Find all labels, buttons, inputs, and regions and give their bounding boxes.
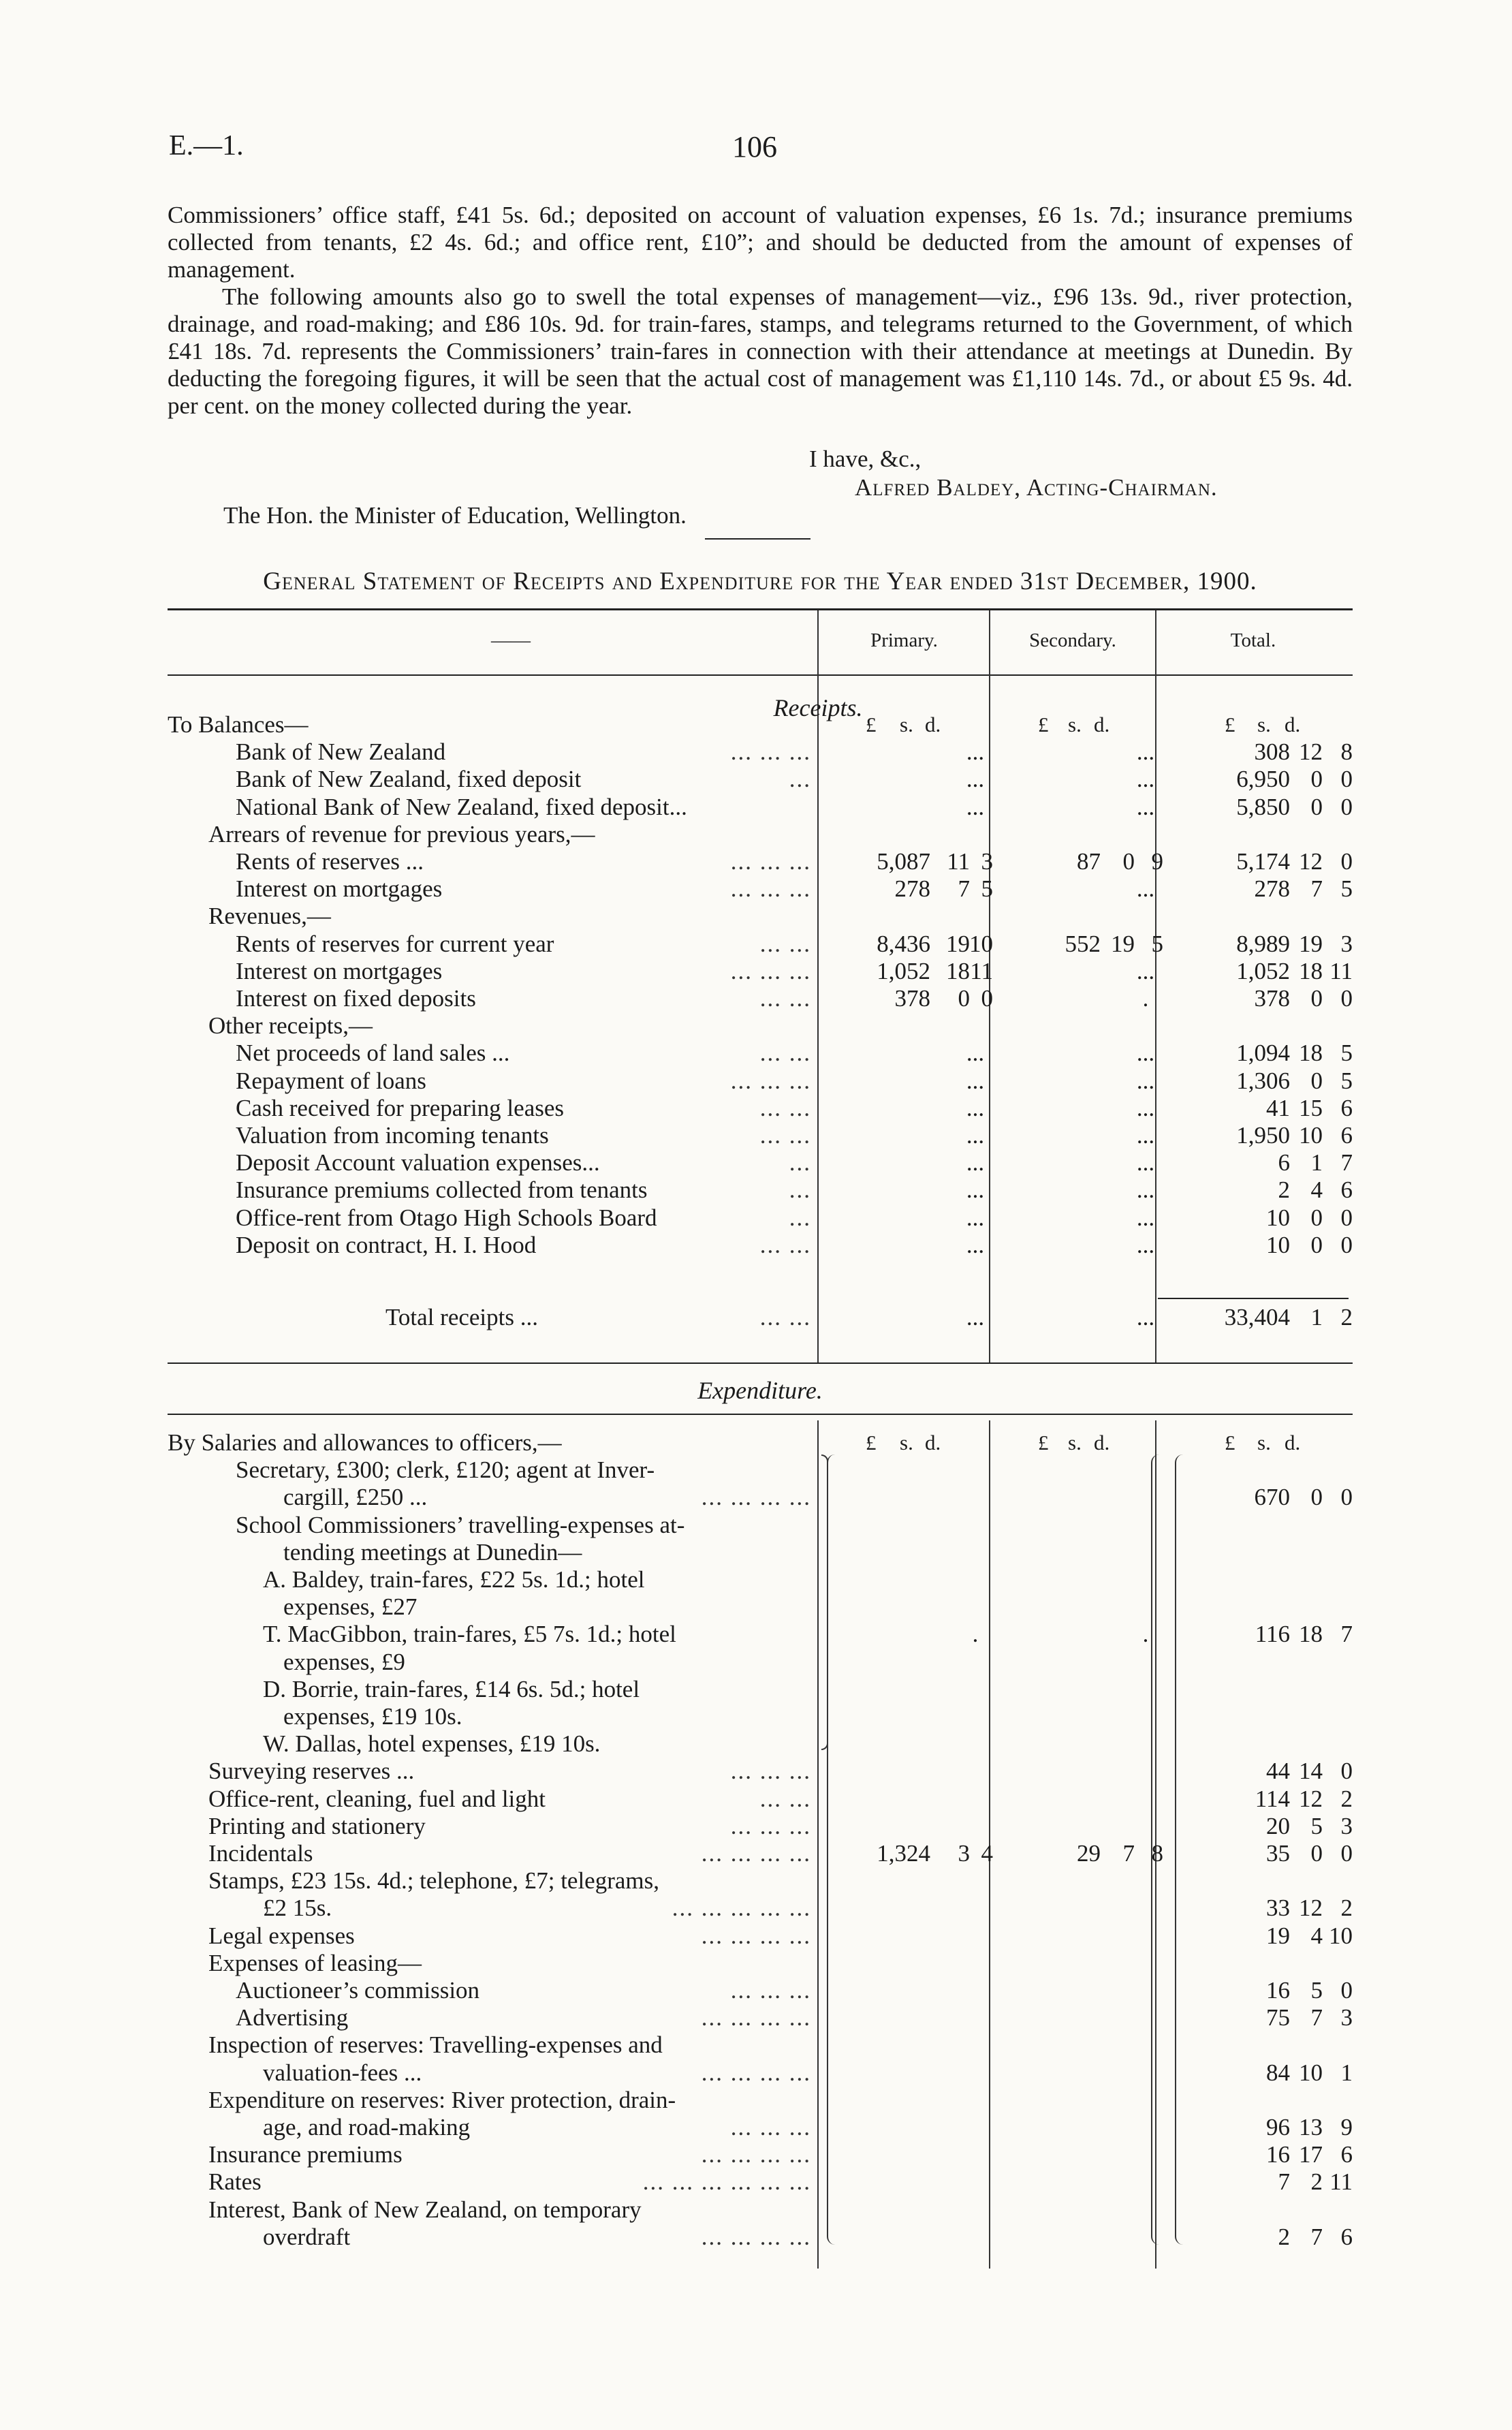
total-pounds: 5,174: [1236, 848, 1290, 875]
total-pounds: 1,950: [1236, 1122, 1290, 1149]
receipts-row: [168, 958, 1353, 985]
receipts-row: [168, 1232, 1353, 1259]
primary-placeholder: ...: [966, 1149, 985, 1177]
receipts-heading: Receipts.: [773, 694, 863, 721]
statement-title: General Statement of Receipts and Expenditure for the Year ended 31st December, 1900.: [263, 567, 1257, 595]
expenditure-label: cargill, £250 ...: [283, 1484, 428, 1511]
total-pounds: 2: [1278, 1177, 1290, 1204]
primary-placeholder: ...: [966, 766, 985, 793]
total-shillings: 1: [1310, 1304, 1323, 1330]
col-head-secondary: Secondary.: [1029, 629, 1116, 651]
receipts-leader: ...: [789, 766, 811, 793]
primary-pounds: 1,324: [877, 1840, 930, 1867]
total-pence: 2: [1340, 1304, 1353, 1330]
receipts-leader: ... ...: [759, 930, 811, 957]
total-shillings: 10: [1299, 1122, 1323, 1149]
receipts-row: [168, 1068, 1353, 1095]
receipts-label: To Balances—: [168, 711, 309, 738]
receipts-label: Rents of reserves for current year: [236, 930, 554, 957]
expenditure-leader: ... ... ...: [730, 1812, 811, 1839]
total-pounds: 1,306: [1236, 1067, 1290, 1094]
total-shillings: 0: [1310, 1204, 1323, 1231]
primary-pence: 0: [981, 985, 993, 1012]
total-pence: 2: [1340, 1785, 1353, 1812]
receipts-row: [168, 1122, 1353, 1149]
total-pence: 0: [1340, 1204, 1353, 1231]
expenditure-leader: ... ... ... ... ... ...: [642, 2168, 811, 2196]
brace-secondary: [1151, 1454, 1162, 2245]
total-pence: 6: [1340, 2223, 1353, 2250]
document-reference: E.—1.: [169, 130, 244, 161]
secondary-placeholder: ...: [1136, 793, 1155, 820]
table-header-rule: [168, 674, 1353, 676]
total-pence: 0: [1340, 1758, 1353, 1785]
expenditure-label: Insurance premiums: [208, 2141, 403, 2168]
unit-pounds: £: [1038, 713, 1049, 736]
expenditure-leader: ... ... ... ...: [701, 2004, 811, 2031]
secondary-placeholder: ...: [1136, 766, 1155, 793]
receipts-label: Other receipts,—: [208, 1012, 373, 1040]
expenditure-leader: ... ... ... ...: [701, 2059, 811, 2086]
secondary-pounds: 29: [1077, 1840, 1101, 1867]
unit-pence: d.: [1094, 713, 1110, 736]
primary-shillings: 7: [958, 875, 970, 903]
unit-pence: d.: [1094, 1431, 1110, 1454]
total-shillings: 12: [1299, 738, 1323, 766]
expenditure-heading: Expenditure.: [697, 1377, 823, 1404]
total-shillings: 0: [1310, 1067, 1323, 1094]
expenditure-leader: ... ... ...: [730, 1758, 811, 1785]
total-shillings: 5: [1310, 1977, 1323, 2004]
expenditure-label: D. Borrie, train-fares, £14 6s. 5d.; hotel: [263, 1675, 640, 1702]
secondary-shillings: 7: [1122, 1840, 1135, 1867]
primary-placeholder: ...: [966, 1094, 985, 1121]
receipts-label: Repayment of loans: [236, 1067, 426, 1094]
total-pence: 6: [1340, 1122, 1353, 1149]
expenditure-leader: ... ... ... ...: [701, 1922, 811, 1949]
total-pounds: 33,404: [1224, 1304, 1290, 1330]
receipts-row: [168, 1095, 1353, 1122]
total-pounds: 16: [1266, 2141, 1290, 2168]
expenditure-label: Office-rent, cleaning, fuel and light: [208, 1785, 546, 1812]
secondary-placeholder: ...: [1136, 1067, 1155, 1094]
total-pounds: 20: [1266, 1812, 1290, 1839]
expenditure-label: W. Dallas, hotel expenses, £19 10s.: [263, 1730, 601, 1758]
receipts-end-rule: [168, 1362, 1353, 1364]
primary-placeholder: ...: [966, 1304, 985, 1330]
total-pounds: 1,052: [1236, 957, 1290, 984]
secondary-placeholder: ...: [1136, 875, 1155, 903]
expenditure-row: [168, 1429, 1353, 1457]
total-pence: 6: [1340, 1094, 1353, 1121]
receipts-label: Bank of New Zealand, fixed deposit: [236, 766, 582, 793]
total-pounds: 75: [1266, 2004, 1290, 2031]
unit-shillings: s.: [900, 713, 913, 736]
expenditure-label: By Salaries and allowances to officers,—: [168, 1429, 562, 1456]
paragraph-continued: Commissioners’ office staff, £41 5s. 6d.; deposited on account of valuation expenses, £6 1s. 7d.; insurance premiums collected from tenants, £2 4s. 6d.; and office rent, £10”; and should be deducted from the amount of expenses of management.: [168, 202, 1353, 283]
expenditure-label: Printing and stationery: [208, 1812, 426, 1839]
expenditure-label: tending meetings at Dunedin—: [283, 1538, 582, 1566]
unit-pounds: £: [1038, 1431, 1049, 1454]
total-pence: 5: [1340, 1067, 1353, 1094]
total-pence: 1: [1340, 2059, 1353, 2086]
expenditure-label: Incidentals: [208, 1840, 313, 1867]
unit-pence: d.: [1285, 1431, 1301, 1454]
expenditure-leader: ... ... ... ... ...: [672, 1895, 811, 1922]
total-rule: [1158, 1298, 1349, 1299]
expenditure-start-rule: [168, 1414, 1353, 1415]
receipts-leader: ... ... ...: [730, 875, 811, 903]
total-shillings: 7: [1310, 2004, 1323, 2031]
primary-pounds: 8,436: [877, 930, 930, 957]
total-pence: 3: [1340, 930, 1353, 957]
expenditure-label: expenses, £9: [283, 1648, 405, 1675]
receipts-row: [168, 766, 1353, 793]
total-shillings: 1: [1310, 1149, 1323, 1177]
secondary-placeholder: ...: [1136, 1231, 1155, 1258]
unit-shillings: s.: [900, 1431, 913, 1454]
primary-placeholder: ...: [966, 793, 985, 820]
expenditure-leader: ... ... ... ...: [701, 1484, 811, 1511]
primary-placeholder: ...: [966, 738, 985, 766]
col-head-primary: Primary.: [870, 629, 938, 651]
total-pence: 11: [1329, 2168, 1353, 2196]
total-shillings: 19: [1299, 930, 1323, 957]
closing-line: I have, &c.,: [809, 446, 922, 472]
total-pounds: 84: [1266, 2059, 1290, 2086]
primary-placeholder: ...: [966, 1204, 985, 1231]
expenditure-leader: ... ... ... ...: [701, 1840, 811, 1867]
divider-short: [705, 538, 810, 540]
primary-shillings: 19: [946, 930, 970, 957]
receipts-leader: ...: [789, 1177, 811, 1204]
secondary-placeholder: ...: [1136, 738, 1155, 766]
receipts-leader: ... ...: [759, 1122, 811, 1149]
expenditure-label: Auctioneer’s commission: [236, 1977, 480, 2004]
total-shillings: 17: [1299, 2141, 1323, 2168]
receipts-row: [168, 711, 1353, 738]
total-shillings: 0: [1310, 1840, 1323, 1867]
secondary-placeholder: ...: [1136, 957, 1155, 984]
receipts-label: Insurance premiums collected from tenants: [236, 1177, 648, 1204]
expenditure-leader: ... ... ...: [730, 2114, 811, 2140]
total-shillings: 2: [1310, 2168, 1323, 2196]
receipts-leader: ... ...: [759, 985, 811, 1012]
expenditure-label: School Commissioners’ travelling-expenses at-: [236, 1511, 685, 1538]
unit-pence: d.: [1285, 713, 1301, 736]
total-shillings: 0: [1310, 1231, 1323, 1258]
receipts-leader: ... ... ...: [730, 1067, 811, 1094]
unit-pence: d.: [925, 713, 941, 736]
total-pounds: 308: [1254, 738, 1290, 766]
secondary-placeholder: ...: [1136, 1177, 1155, 1204]
signature: [855, 474, 1218, 501]
total-pounds: 16: [1266, 1977, 1290, 2004]
total-shillings: 18: [1299, 957, 1323, 984]
total-pounds: 5,850: [1236, 793, 1290, 820]
total-pounds: 378: [1254, 985, 1290, 1012]
primary-placeholder: ...: [966, 1040, 985, 1067]
unit-pounds: £: [866, 1431, 877, 1454]
total-pounds: 6: [1278, 1149, 1290, 1177]
total-pence: 6: [1340, 2141, 1353, 2168]
total-shillings: 12: [1299, 1785, 1323, 1812]
unit-shillings: s.: [1068, 1431, 1082, 1454]
secondary-placeholder: .: [1142, 1621, 1149, 1648]
secondary-shillings: 19: [1111, 930, 1135, 957]
total-shillings: 4: [1310, 1177, 1323, 1204]
expenditure-label: Secretary, £300; clerk, £120; agent at Inver-: [236, 1457, 655, 1484]
receipts-label: Revenues,—: [208, 903, 331, 930]
receipts-row: [168, 1040, 1353, 1067]
secondary-shillings: 0: [1122, 848, 1135, 875]
unit-shillings: s.: [1068, 713, 1082, 736]
receipts-leader: ...: [789, 1204, 811, 1231]
addressee: The Hon. the Minister of Education, Wellington.: [223, 502, 687, 529]
primary-placeholder: .: [972, 1621, 979, 1648]
secondary-placeholder: ...: [1136, 1149, 1155, 1177]
expenditure-label: expenses, £19 10s.: [283, 1703, 462, 1730]
total-pence: 6: [1340, 1177, 1353, 1204]
primary-pounds: 378: [894, 985, 930, 1012]
total-pence: 0: [1340, 793, 1353, 820]
total-pence: 0: [1340, 985, 1353, 1012]
primary-placeholder: ...: [966, 1067, 985, 1094]
total-pounds: 2: [1278, 2223, 1290, 2250]
total-pence: 11: [1329, 957, 1353, 984]
expenditure-label: Rates: [208, 2168, 262, 2196]
total-pounds: 44: [1266, 1758, 1290, 1785]
total-pounds: 10: [1266, 1204, 1290, 1231]
receipts-label: Cash received for preparing leases: [236, 1094, 565, 1121]
expenditure-label: overdraft: [263, 2223, 351, 2250]
total-pence: 9: [1340, 2114, 1353, 2140]
receipts-label: Office-rent from Otago High Schools Board: [236, 1204, 657, 1231]
total-pence: 2: [1340, 1895, 1353, 1922]
total-pence: 0: [1340, 1484, 1353, 1511]
receipts-leader: ... ...: [759, 1094, 811, 1121]
receipts-leader: ... ...: [759, 1231, 811, 1258]
expenditure-label: Inspection of reserves: Travelling-expenses and: [208, 2031, 663, 2059]
total-pounds: 116: [1255, 1621, 1290, 1648]
secondary-placeholder: .: [1142, 985, 1149, 1012]
secondary-placeholder: ...: [1136, 1040, 1155, 1067]
unit-shillings: s.: [1257, 713, 1271, 736]
total-pence: 0: [1340, 1977, 1353, 2004]
receipts-row: [168, 821, 1353, 848]
brace-primary: [827, 1454, 838, 2245]
total-pounds: 114: [1255, 1785, 1290, 1812]
total-shillings: 18: [1299, 1040, 1323, 1067]
expenditure-label: T. MacGibbon, train-fares, £5 7s. 1d.; hotel: [263, 1621, 676, 1648]
total-pence: 5: [1340, 875, 1353, 903]
expenditure-label: Expenditure on reserves: River protection, drain-: [208, 2086, 676, 2113]
receipts-row: [168, 1177, 1353, 1204]
secondary-placeholder: ...: [1136, 1094, 1155, 1121]
expenditure-label: age, and road-making: [263, 2114, 471, 2140]
total-pence: 10: [1329, 1922, 1353, 1949]
receipts-label: National Bank of New Zealand, fixed deposit...: [236, 793, 687, 820]
total-pence: 3: [1340, 2004, 1353, 2031]
primary-shillings: 0: [958, 985, 970, 1012]
secondary-pence: 8: [1151, 1840, 1163, 1867]
expenditure-label: Advertising: [236, 2004, 349, 2031]
expenditure-label: Interest, Bank of New Zealand, on temporary: [208, 2196, 642, 2223]
unit-shillings: s.: [1257, 1431, 1271, 1454]
receipts-label: Bank of New Zealand: [236, 738, 446, 766]
receipts-row: [168, 848, 1353, 875]
total-pounds: 1,094: [1236, 1040, 1290, 1067]
total-shillings: 5: [1310, 1812, 1323, 1839]
receipts-label: Arrears of revenue for previous years,—: [208, 820, 595, 847]
expenditure-label: Surveying reserves ...: [208, 1758, 415, 1785]
receipts-leader: ... ... ...: [730, 848, 811, 875]
total-shillings: 0: [1310, 793, 1323, 820]
expenditure-leader: ... ... ...: [730, 1977, 811, 2004]
expenditure-label: £2 15s.: [263, 1895, 332, 1922]
primary-shillings: 3: [958, 1840, 970, 1867]
expenditure-leader: ... ... ... ...: [701, 2223, 811, 2250]
col-head-blank: ——: [491, 629, 531, 651]
secondary-placeholder: ...: [1136, 1304, 1155, 1330]
expenditure-label: Expenses of leasing—: [208, 1949, 422, 1976]
primary-pence: 5: [981, 875, 993, 903]
expenditure-label: Stamps, £23 15s. 4d.; telephone, £7; telegrams,: [208, 1867, 659, 1895]
total-pounds: 670: [1254, 1484, 1290, 1511]
total-pounds: 8,989: [1236, 930, 1290, 957]
receipts-leader: ...: [789, 1149, 811, 1177]
total-pence: 3: [1340, 1812, 1353, 1839]
total-pence: 7: [1340, 1621, 1353, 1648]
receipts-label: Net proceeds of land sales ...: [236, 1040, 510, 1067]
secondary-placeholder: ...: [1136, 1204, 1155, 1231]
primary-pounds: 1,052: [877, 957, 930, 984]
receipts-row: [168, 1204, 1353, 1232]
total-receipts-label: Total receipts ...: [385, 1304, 538, 1330]
primary-placeholder: ...: [966, 1177, 985, 1204]
table-top-rule: [168, 608, 1353, 610]
receipts-label: Rents of reserves ...: [236, 848, 424, 875]
total-shillings: 7: [1310, 875, 1323, 903]
receipts-row: [168, 1012, 1353, 1040]
total-pounds: 19: [1266, 1922, 1290, 1949]
total-pounds: 35: [1266, 1840, 1290, 1867]
total-shillings: 7: [1310, 2223, 1323, 2250]
secondary-placeholder: ...: [1136, 1122, 1155, 1149]
total-shillings: 0: [1310, 985, 1323, 1012]
signature-text: Alfred Baldey, Acting-Chairman.: [855, 474, 1218, 501]
receipts-leader: ... ... ...: [730, 738, 811, 766]
receipts-row: [168, 738, 1353, 766]
total-pence: 7: [1340, 1149, 1353, 1177]
paragraph-management-expenses: The following amounts also go to swell the total expenses of management—viz., £96 13s. 9d., river protection, drainage, and road-making; and £86 10s. 9d. for train-fares, stamps, and telegrams returned to the Government, of which £41 18s. 7d. represents the Commissioners’ train-fares in connection with their attendance at meetings at Dunedin. By deducting the foregoing figures, it will be seen that the actual cost of management was £1,110 14s. 7d., or about £5 9s. 4d. per cent. on the money collected during the year.: [168, 283, 1353, 419]
page-number: 106: [732, 130, 777, 163]
primary-shillings: 11: [947, 848, 970, 875]
primary-shillings: 18: [946, 957, 970, 984]
total-pence: 0: [1340, 848, 1353, 875]
total-pounds: 33: [1266, 1895, 1290, 1922]
receipts-row: [168, 1149, 1353, 1177]
primary-placeholder: ...: [966, 1122, 985, 1149]
total-shillings: 12: [1299, 1895, 1323, 1922]
total-shillings: 13: [1299, 2114, 1323, 2140]
primary-pence: 11: [970, 957, 993, 984]
total-pounds: 96: [1266, 2114, 1290, 2140]
total-pence: 0: [1340, 766, 1353, 793]
receipts-label: Deposit on contract, H. I. Hood: [236, 1231, 537, 1258]
receipts-row: [168, 794, 1353, 821]
total-receipts-leader: ... ...: [759, 1304, 811, 1330]
total-pounds: 41: [1266, 1094, 1290, 1121]
primary-placeholder: ...: [966, 1231, 985, 1258]
unit-pence: d.: [925, 1431, 941, 1454]
primary-pounds: 278: [894, 875, 930, 903]
expenditure-label: Legal expenses: [208, 1922, 355, 1949]
unit-pounds: £: [866, 713, 877, 736]
receipts-label: Deposit Account valuation expenses...: [236, 1149, 600, 1177]
total-shillings: 18: [1299, 1621, 1323, 1648]
total-shillings: 0: [1310, 766, 1323, 793]
receipts-label: Interest on mortgages: [236, 957, 443, 984]
receipts-row: [168, 875, 1353, 903]
primary-pounds: 5,087: [877, 848, 930, 875]
primary-pence: 10: [969, 930, 993, 957]
receipts-leader: ... ... ...: [730, 957, 811, 984]
col-head-total: Total.: [1230, 629, 1276, 651]
receipts-row: [168, 903, 1353, 930]
total-receipts-row: [168, 1304, 1353, 1331]
total-pence: 0: [1340, 1840, 1353, 1867]
secondary-pence: 5: [1151, 930, 1163, 957]
receipts-label: Interest on mortgages: [236, 875, 443, 903]
secondary-pounds: 552: [1065, 930, 1101, 957]
receipts-label: Interest on fixed deposits: [236, 985, 476, 1012]
unit-pounds: £: [1225, 1431, 1235, 1454]
brace-total: [1175, 1454, 1186, 2245]
receipts-leader: ... ...: [759, 1040, 811, 1067]
total-shillings: 14: [1299, 1758, 1323, 1785]
expenditure-label: expenses, £27: [283, 1593, 418, 1621]
total-pounds: 278: [1254, 875, 1290, 903]
expenditure-label: A. Baldey, train-fares, £22 5s. 1d.; hotel: [263, 1566, 645, 1593]
total-pence: 8: [1340, 738, 1353, 766]
receipts-row: [168, 985, 1353, 1012]
primary-pence: 4: [981, 1840, 993, 1867]
total-shillings: 0: [1310, 1484, 1323, 1511]
total-pounds: 7: [1278, 2168, 1290, 2196]
total-shillings: 10: [1299, 2059, 1323, 2086]
expenditure-label: valuation-fees ...: [263, 2059, 422, 2086]
total-pounds: 10: [1266, 1231, 1290, 1258]
total-shillings: 12: [1299, 848, 1323, 875]
total-shillings: 4: [1310, 1922, 1323, 1949]
secondary-pounds: 87: [1077, 848, 1101, 875]
expenditure-leader: ... ... ... ...: [701, 2141, 811, 2168]
total-pounds: 6,950: [1236, 766, 1290, 793]
total-pence: 5: [1340, 1040, 1353, 1067]
expenditure-leader: ... ...: [759, 1785, 811, 1812]
receipts-row: [168, 931, 1353, 958]
total-shillings: 15: [1299, 1094, 1323, 1121]
receipts-label: Valuation from incoming tenants: [236, 1122, 549, 1149]
total-pence: 0: [1340, 1231, 1353, 1258]
primary-pence: 3: [981, 848, 993, 875]
unit-pounds: £: [1225, 713, 1235, 736]
secondary-pence: 9: [1151, 848, 1163, 875]
